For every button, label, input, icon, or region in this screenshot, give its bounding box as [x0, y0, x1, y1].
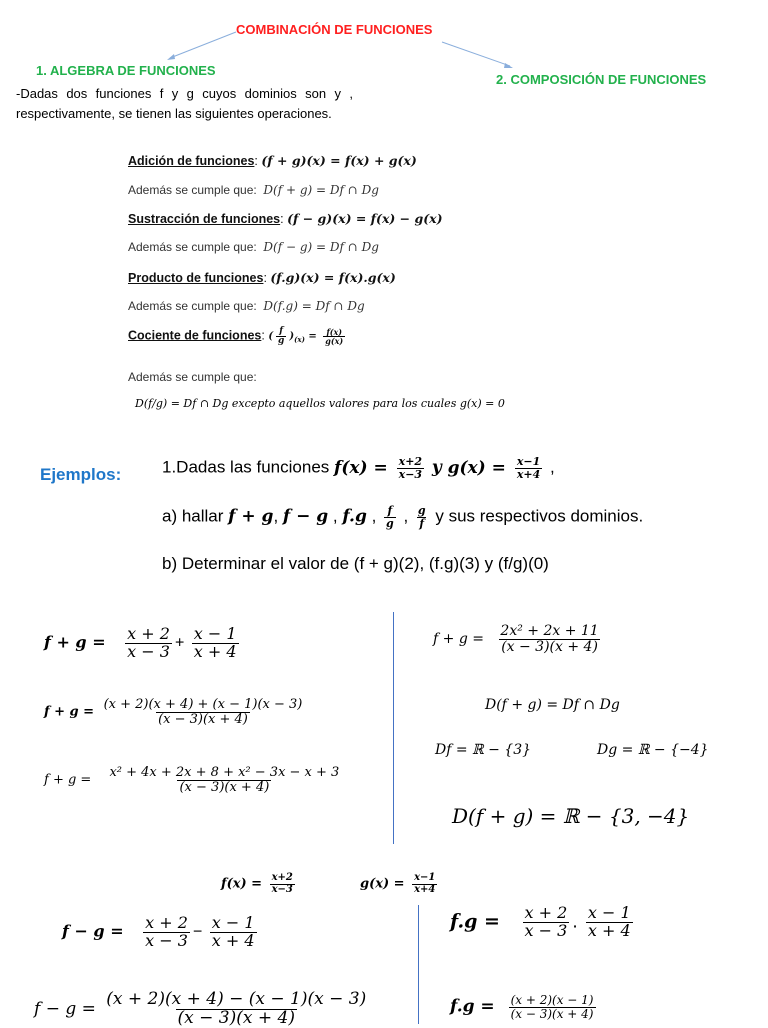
add-note: [128, 183, 379, 197]
example-line-3: b) Determinar el valor de (f + g)(2), (f.g)(3) y (f/g)(0): [162, 554, 549, 573]
fg-sum-expanded: x² + 4x + 2x + 8 + x² − 3x − x + 3: [109, 765, 340, 780]
df-line: Df = ℝ − {3}: [435, 742, 532, 758]
example-line-2: a) hallar f + g, f − g , f.g , $\frac{f}{g}$ , $\frac{g}{f}$ y sus respectivos dominios.: [162, 504, 644, 530]
quot-row: Cociente de funciones: ( $\frac{f}{g}$ )$_{(x)}$ = $\frac{f(x)}{g(x)}$: [128, 327, 348, 347]
fg-diff-step-1: f − g = $\frac{x + 2}{x - 3}$ − $\frac{x - 1}{x + 4}$: [62, 913, 255, 950]
domain-result: D(f + g) = ℝ − {3, −4}: [452, 804, 690, 828]
domain-line: D(f + g) = Df ∩ Dg: [485, 697, 620, 713]
prod-note-formula: D(f.g) = Df ∩ Dg: [263, 299, 365, 313]
quot-note-formula: D(f/g) = Df ∩ Dg excepto aquellos valores para los cuales g(x) = 0: [135, 397, 505, 410]
add-note-formula: D(f + g) = Df ∩ Dg: [263, 183, 379, 197]
dg-line: Dg = ℝ − {−4}: [597, 742, 709, 758]
fg-sum-step-2: f + g = $\frac{(x + 2)(x + 4) + (x - 1)(x - 3)}{(x - 3)(x + 4)}$: [44, 697, 303, 727]
quot-formula: ( $\frac{f}{g}$ )$_{(x)}$ = $\frac{f(x)}{g(x)}$: [268, 326, 344, 347]
sub-row: Sustracción de funciones: (f − g)(x) = f(x) − g(x): [128, 211, 443, 226]
f-definition-2: f(x) = $\frac{x+2}{x-3}$: [221, 872, 293, 895]
right-heading: 2. COMPOSICIÓN DE FUNCIONES: [496, 72, 707, 87]
add-row: Adición de funciones: (f + g)(x) = f(x) + g(x): [128, 153, 417, 168]
sub-note: [128, 240, 379, 254]
left-heading: 1. ALGEBRA DE FUNCIONES: [36, 63, 216, 78]
arrow-left-head: [167, 54, 175, 60]
fg-sum-step-3: f + g = $\frac{\text{x² + 4x + 2x + 8 + x² − 3x − x + 3}}{(x - 3)(x + 4)}$: [44, 765, 340, 795]
quot-label: Cociente de funciones: [128, 328, 262, 343]
fg-prod-step-1: f.g = $\frac{x + 2}{x - 3}$ . $\frac{x - 1}{x + 4}$: [450, 903, 631, 940]
divider-bottom: [418, 905, 419, 1024]
sub-label: Sustracción de funciones: [128, 212, 281, 226]
prod-label: Producto de funciones: [128, 271, 264, 285]
divider-top: [393, 612, 394, 844]
prod-row: Producto de funciones: (f.g)(x) = f(x).g(x): [128, 270, 396, 285]
quot-note-label: Además se cumple que:: [128, 370, 257, 384]
arrow-right: [442, 42, 510, 66]
fg-diff-step-2: f − g = $\frac{(x + 2)(x + 4) - (x - 1)(x - 3)}{(x - 3)(x + 4)}$: [34, 989, 367, 1028]
arrow-right-head: [504, 63, 513, 68]
examples-label: Ejemplos:: [40, 465, 122, 484]
example-line-2-suffix: y sus respectivos dominios.: [435, 506, 644, 526]
page-title: COMBINACIÓN DE FUNCIONES: [236, 22, 433, 37]
fg-sum-simplified-row: f + g = $\frac{\text{2x² + 2x + 11}}{(x - 3)(x + 4)}$: [433, 623, 599, 655]
example-line-1-prefix: 1.Dadas las funciones: [162, 457, 330, 477]
add-formula: (f + g)(x) = f(x) + g(x): [261, 153, 417, 168]
g-definition-2: g(x) = $\frac{x-1}{x+4}$: [360, 872, 436, 895]
intro-text: -Dadas dos funciones f y g cuyos dominios son y , respectivamente, se tienen las siguientes operaciones.: [16, 86, 353, 121]
g-definition: g(x) = $\frac{x-1}{x+4}$: [447, 455, 541, 481]
sub-note-label: Además se cumple que:: [128, 240, 257, 254]
arrow-left: [170, 32, 236, 58]
f-definition: f(x) = $\frac{x+2}{x-3}$: [334, 455, 423, 481]
add-label: Adición de funciones: [128, 154, 255, 168]
sub-formula: (f − g)(x) = f(x) − g(x): [287, 211, 443, 226]
add-note-label: Además se cumple que:: [128, 183, 257, 197]
prod-note: [128, 299, 365, 313]
fg-sum-simplified: 2x² + 2x + 11: [500, 623, 599, 639]
fg-prod-step-2: f.g = $\frac{(x + 2)(x - 1)}{(x - 3)(x + 4)}$: [450, 993, 594, 1021]
example-line-1: 1.Dadas las funciones f(x) = $\frac{x+2}{x-3}$ y g(x) = $\frac{x-1}{x+4}$ ,: [162, 455, 555, 481]
prod-formula: (f.g)(x) = f(x).g(x): [270, 270, 396, 285]
sub-note-formula: D(f − g) = Df ∩ Dg: [263, 240, 379, 254]
prod-note-label: Además se cumple que:: [128, 299, 257, 313]
fg-sum-step-1: f + g = $\frac{x + 2}{x - 3}$ + $\frac{x - 1}{x + 4}$: [44, 624, 237, 661]
example-line-2-prefix: a) hallar: [162, 506, 224, 526]
